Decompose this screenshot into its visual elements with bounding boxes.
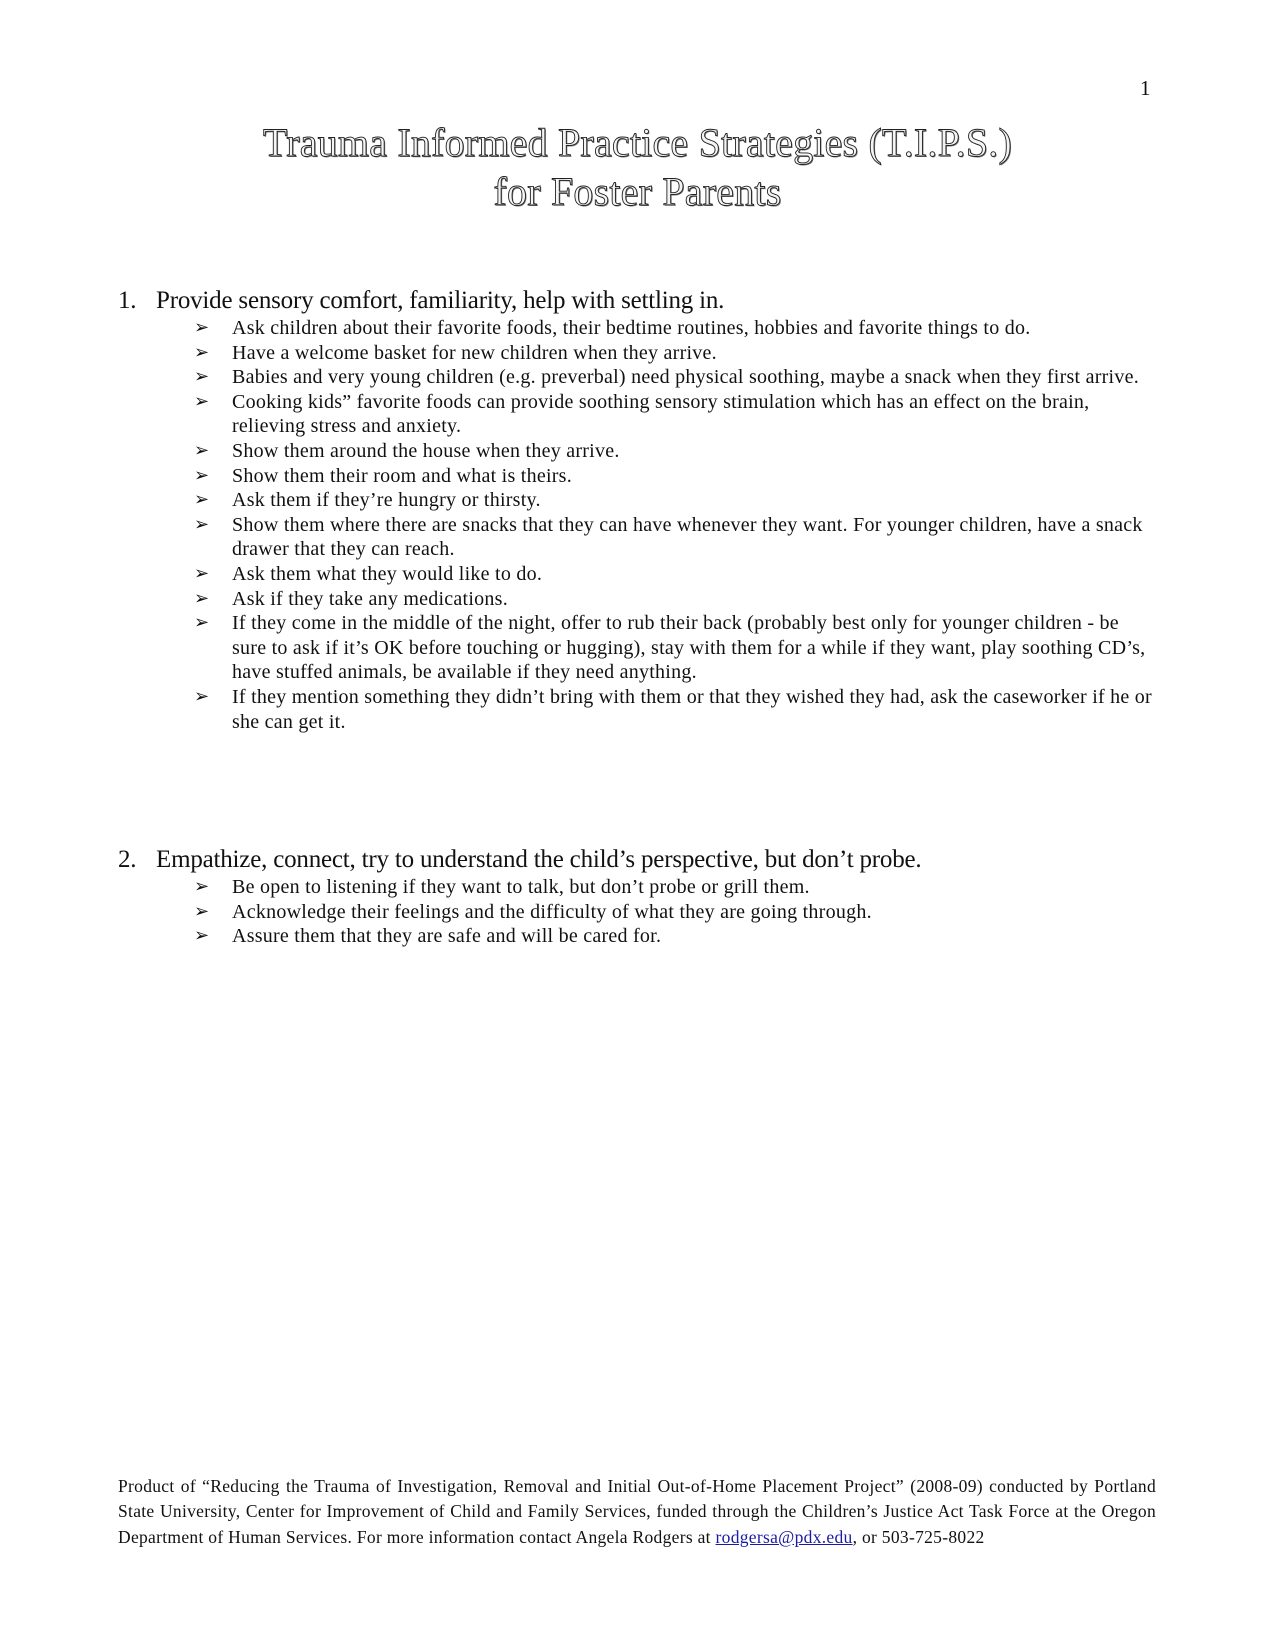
bullet-list (118, 316, 1158, 734)
list-item (118, 464, 1158, 489)
section-heading-text: Empathize, connect, try to understand the child’s perspective, but don’t probe. (156, 846, 922, 873)
section-heading (118, 287, 1158, 314)
list-item-text: If they come in the middle of the night, offer to rub their back (probably best only for younger children - be sure to ask if it’s OK before touching or hugging), stay with them for a while if they want, play soothing CD’s, have stuffed animals, be available if they need anything. (232, 612, 1146, 684)
list-item (118, 439, 1158, 464)
list-item (118, 365, 1158, 390)
list-item-text: Show them around the house when they arrive. (232, 439, 620, 462)
list-item (118, 924, 1158, 949)
arrowhead-bullet-icon: ➢ (194, 341, 210, 363)
arrowhead-bullet-icon: ➢ (194, 612, 210, 634)
footer-text: Product of “Reducing the Trauma of Investigation, Removal and Initial Out-of-Home Placement Project” (2008-09) conducted by Portland State University, Center for Improvement of Child and Family Services, funded through the Children’s Justice Act Task Force at the Oregon Department of Human Services. For more information contact Angela Rodgers at (118, 1476, 1156, 1547)
arrowhead-bullet-icon: ➢ (194, 317, 210, 338)
arrowhead-bullet-icon: ➢ (194, 876, 210, 897)
list-item (118, 316, 1158, 341)
list-item (118, 611, 1158, 685)
list-item-text: Cooking kids” favorite foods can provide soothing sensory stimulation which has an effect on the brain, relieving stress and anxiety. (232, 390, 1090, 438)
list-item-text: Ask children about their favorite foods, their bedtime routines, hobbies and favorite things to do. (232, 317, 1031, 339)
page-title-line1: Trauma Informed Practice Strategies (T.I.P.S.) (262, 120, 1013, 165)
list-item (118, 587, 1158, 612)
list-item-text: Acknowledge their feelings and the difficulty of what they are going through. (232, 900, 872, 923)
list-item (118, 341, 1158, 366)
section-heading-text: Provide sensory comfort, familiarity, help with settling in. (156, 287, 725, 314)
page-title-line2: for Foster Parents (493, 169, 782, 214)
list-item-text: If they mention something they didn’t bring with them or that they wished they had, ask the caseworker if he or she can get it. (232, 685, 1152, 733)
arrowhead-bullet-icon: ➢ (194, 464, 210, 486)
arrowhead-bullet-icon: ➢ (194, 685, 210, 707)
arrowhead-bullet-icon: ➢ (194, 900, 210, 922)
page-number: 1 (1140, 76, 1151, 100)
section-heading (118, 846, 1158, 873)
list-item-text: Be open to listening if they want to talk, but don’t probe or grill them. (232, 876, 810, 898)
list-item-text: Babies and very young children (e.g. preverbal) need physical soothing, maybe a snack when they first arrive. (232, 366, 1139, 389)
arrowhead-bullet-icon: ➢ (194, 390, 210, 412)
section-number: 2. (118, 846, 137, 873)
list-item (118, 390, 1158, 439)
arrowhead-bullet-icon: ➢ (194, 587, 210, 609)
section-2 (118, 846, 1158, 949)
list-item-text: Show them their room and what is theirs. (232, 464, 572, 487)
list-item-text: Ask them if they’re hungry or thirsty. (232, 489, 541, 512)
list-item (118, 685, 1158, 734)
list-item-text: Assure them that they are safe and will be cared for. (232, 925, 662, 948)
footer-credits (118, 1474, 1156, 1550)
list-item (118, 562, 1158, 587)
page-title (0, 118, 1275, 216)
list-item-text: Ask if they take any medications. (232, 587, 508, 610)
arrowhead-bullet-icon: ➢ (194, 513, 210, 535)
contact-email-link[interactable]: rodgersa@pdx.edu (715, 1526, 853, 1547)
list-item (118, 875, 1158, 900)
list-item (118, 513, 1158, 562)
list-item (118, 488, 1158, 513)
section-number: 1. (118, 287, 137, 314)
bullet-list (118, 875, 1158, 949)
section-1 (118, 287, 1158, 734)
arrowhead-bullet-icon: ➢ (194, 439, 210, 461)
arrowhead-bullet-icon: ➢ (194, 562, 210, 584)
list-item-text: Ask them what they would like to do. (232, 562, 543, 585)
arrowhead-bullet-icon: ➢ (194, 925, 210, 947)
list-item-text: Show them where there are snacks that they can have whenever they want. For younger children, have a snack drawer that they can reach. (232, 513, 1143, 561)
arrowhead-bullet-icon: ➢ (194, 489, 210, 511)
list-item-text: Have a welcome basket for new children when they arrive. (232, 341, 717, 364)
list-item (118, 900, 1158, 925)
arrowhead-bullet-icon: ➢ (194, 366, 210, 388)
footer-phone: , or 503-725-8022 (852, 1526, 985, 1547)
